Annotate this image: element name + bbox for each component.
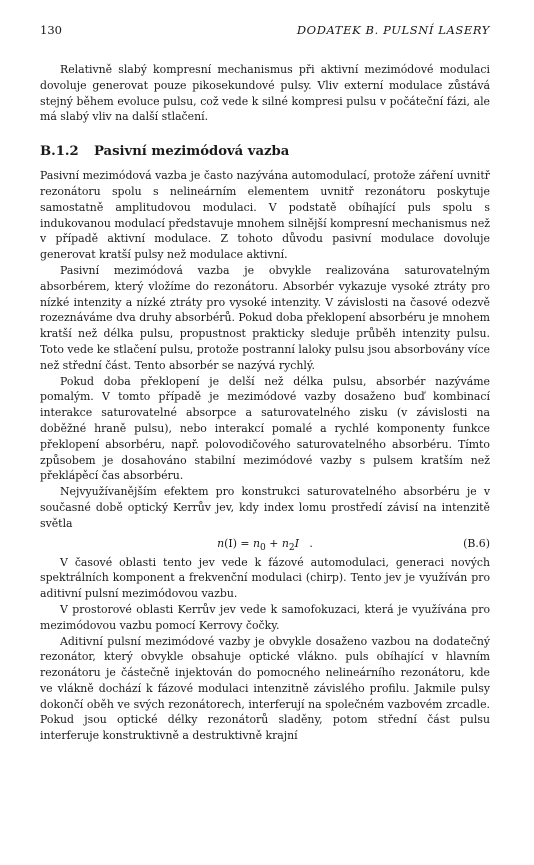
paragraph: V časové oblasti tento jev vede k fázové automodulaci, generaci nových spektrálních komponent a frekvenční modulaci (chirp). Tento jev je využíván pro aditivní pulsní mezimódovou vazbu.	[40, 555, 490, 601]
paragraph: Nejvyužívanějším efektem pro konstrukci saturovatelného absorbéru je v současné době optický Kerrův jev, kdy index lomu prostředí závisí na intenzitě světla	[40, 485, 490, 530]
equation-kerr	[40, 532, 490, 555]
chapter-title: DODATEK B. PULSNÍ LASERY	[296, 23, 490, 37]
section-number: B.1.2	[40, 144, 79, 160]
section-heading	[40, 143, 490, 161]
paragraph: V prostorové oblasti Kerrův jev vede k samofokuzaci, která je využívána pro mezimódovou vazbu pomocí Kerrovy čočky.	[40, 602, 490, 632]
paragraph: Pasivní mezimódová vazba je často nazývána automodulací, protože záření uvnitř rezonátoru spolu s nelineárním elementem uvnitř rezonátoru poskytuje samostatně amplitudovou modulaci. V podstatě obíhající puls spolu s indukovanou modulací představuje mnohem silnější kompresní mechanismus než v případě aktivní modulace. Z tohoto důvodu pasivní modulace dovoluje generovat kratší pulsy než modulace aktivní.	[40, 169, 490, 262]
page-body	[40, 62, 490, 744]
equation-expression: $n(I) = n_0 + n_2I$ .	[217, 536, 313, 553]
paragraph: Pokud doba překlopení je delší než délka pulsu, absorbér nazýváme pomalým. V tomto případě je mezimódové vazby dosaženo buď kombinací interakce saturovatelné absorpce a saturovatelného zisku (v závislosti na doběžné hraně pulsu), nebo interakcí pomalé a rychlé komponenty funkce překlopení absorbéru, např. polovodičového saturovatelného absorbéru. Tímto způsobem je dosahováno stabilní mezimódové vazby s pulsem kratším než překlápěcí čas absorbéru.	[40, 374, 490, 483]
section-title: Pasivní mezimódová vazba	[94, 144, 290, 160]
intro-paragraph: Relativně slabý kompresní mechanismus při aktivní mezimódové modulaci dovoluje generovat pouze pikosekundové pulsy. Vliv externí modulace zůstává stejný během evoluce pulsu, což vede k silné kompresi pulsu v počáteční fázi, ale má slabý vliv na další stlačení.	[40, 63, 490, 124]
equation-number: (B.6)	[463, 536, 490, 550]
paragraph: Pasivní mezimódová vazba je obvykle realizována saturovatelným absorbérem, který vložíme do rezonátoru. Absorbér vykazuje vysoké ztráty pro nízké intenzity a nízké ztráty pro vysoké intenzity. V závislosti na časové odezvě rozeznáváme dva druhy absorbérů. Pokud doba překlopení absorbéru je mnohem kratší než délka pulsu, propustnost prakticky sleduje průběh intenzity pulsu. Toto vede ke stlačení pulsu, protože postranní laloky pulsu jsou absorbovány více než střední část. Tento absorbér se nazývá rychlý.	[40, 263, 490, 372]
running-header	[40, 23, 490, 41]
paragraph: Aditivní pulsní mezimódové vazby je obvykle dosaženo vazbou na dodatečný rezonátor, který obvykle obsahuje optické vlákno. puls obíhající v hlavním rezonátoru je částečně injektován do pomocného nelineárního rezonátoru, kde ve vlákně dochází k fázové modulaci intenzitně závislého profilu. Jakmile pulsy dokončí oběh ve svých rezonátorech, interferují na společném vazbovém zrcadle. Pokud jsou optické délky rezonátorů sladěny, potom střední část pulsu interferuje konstruktivně a destruktivně krajní	[40, 634, 490, 743]
page-number: 130	[40, 23, 62, 37]
